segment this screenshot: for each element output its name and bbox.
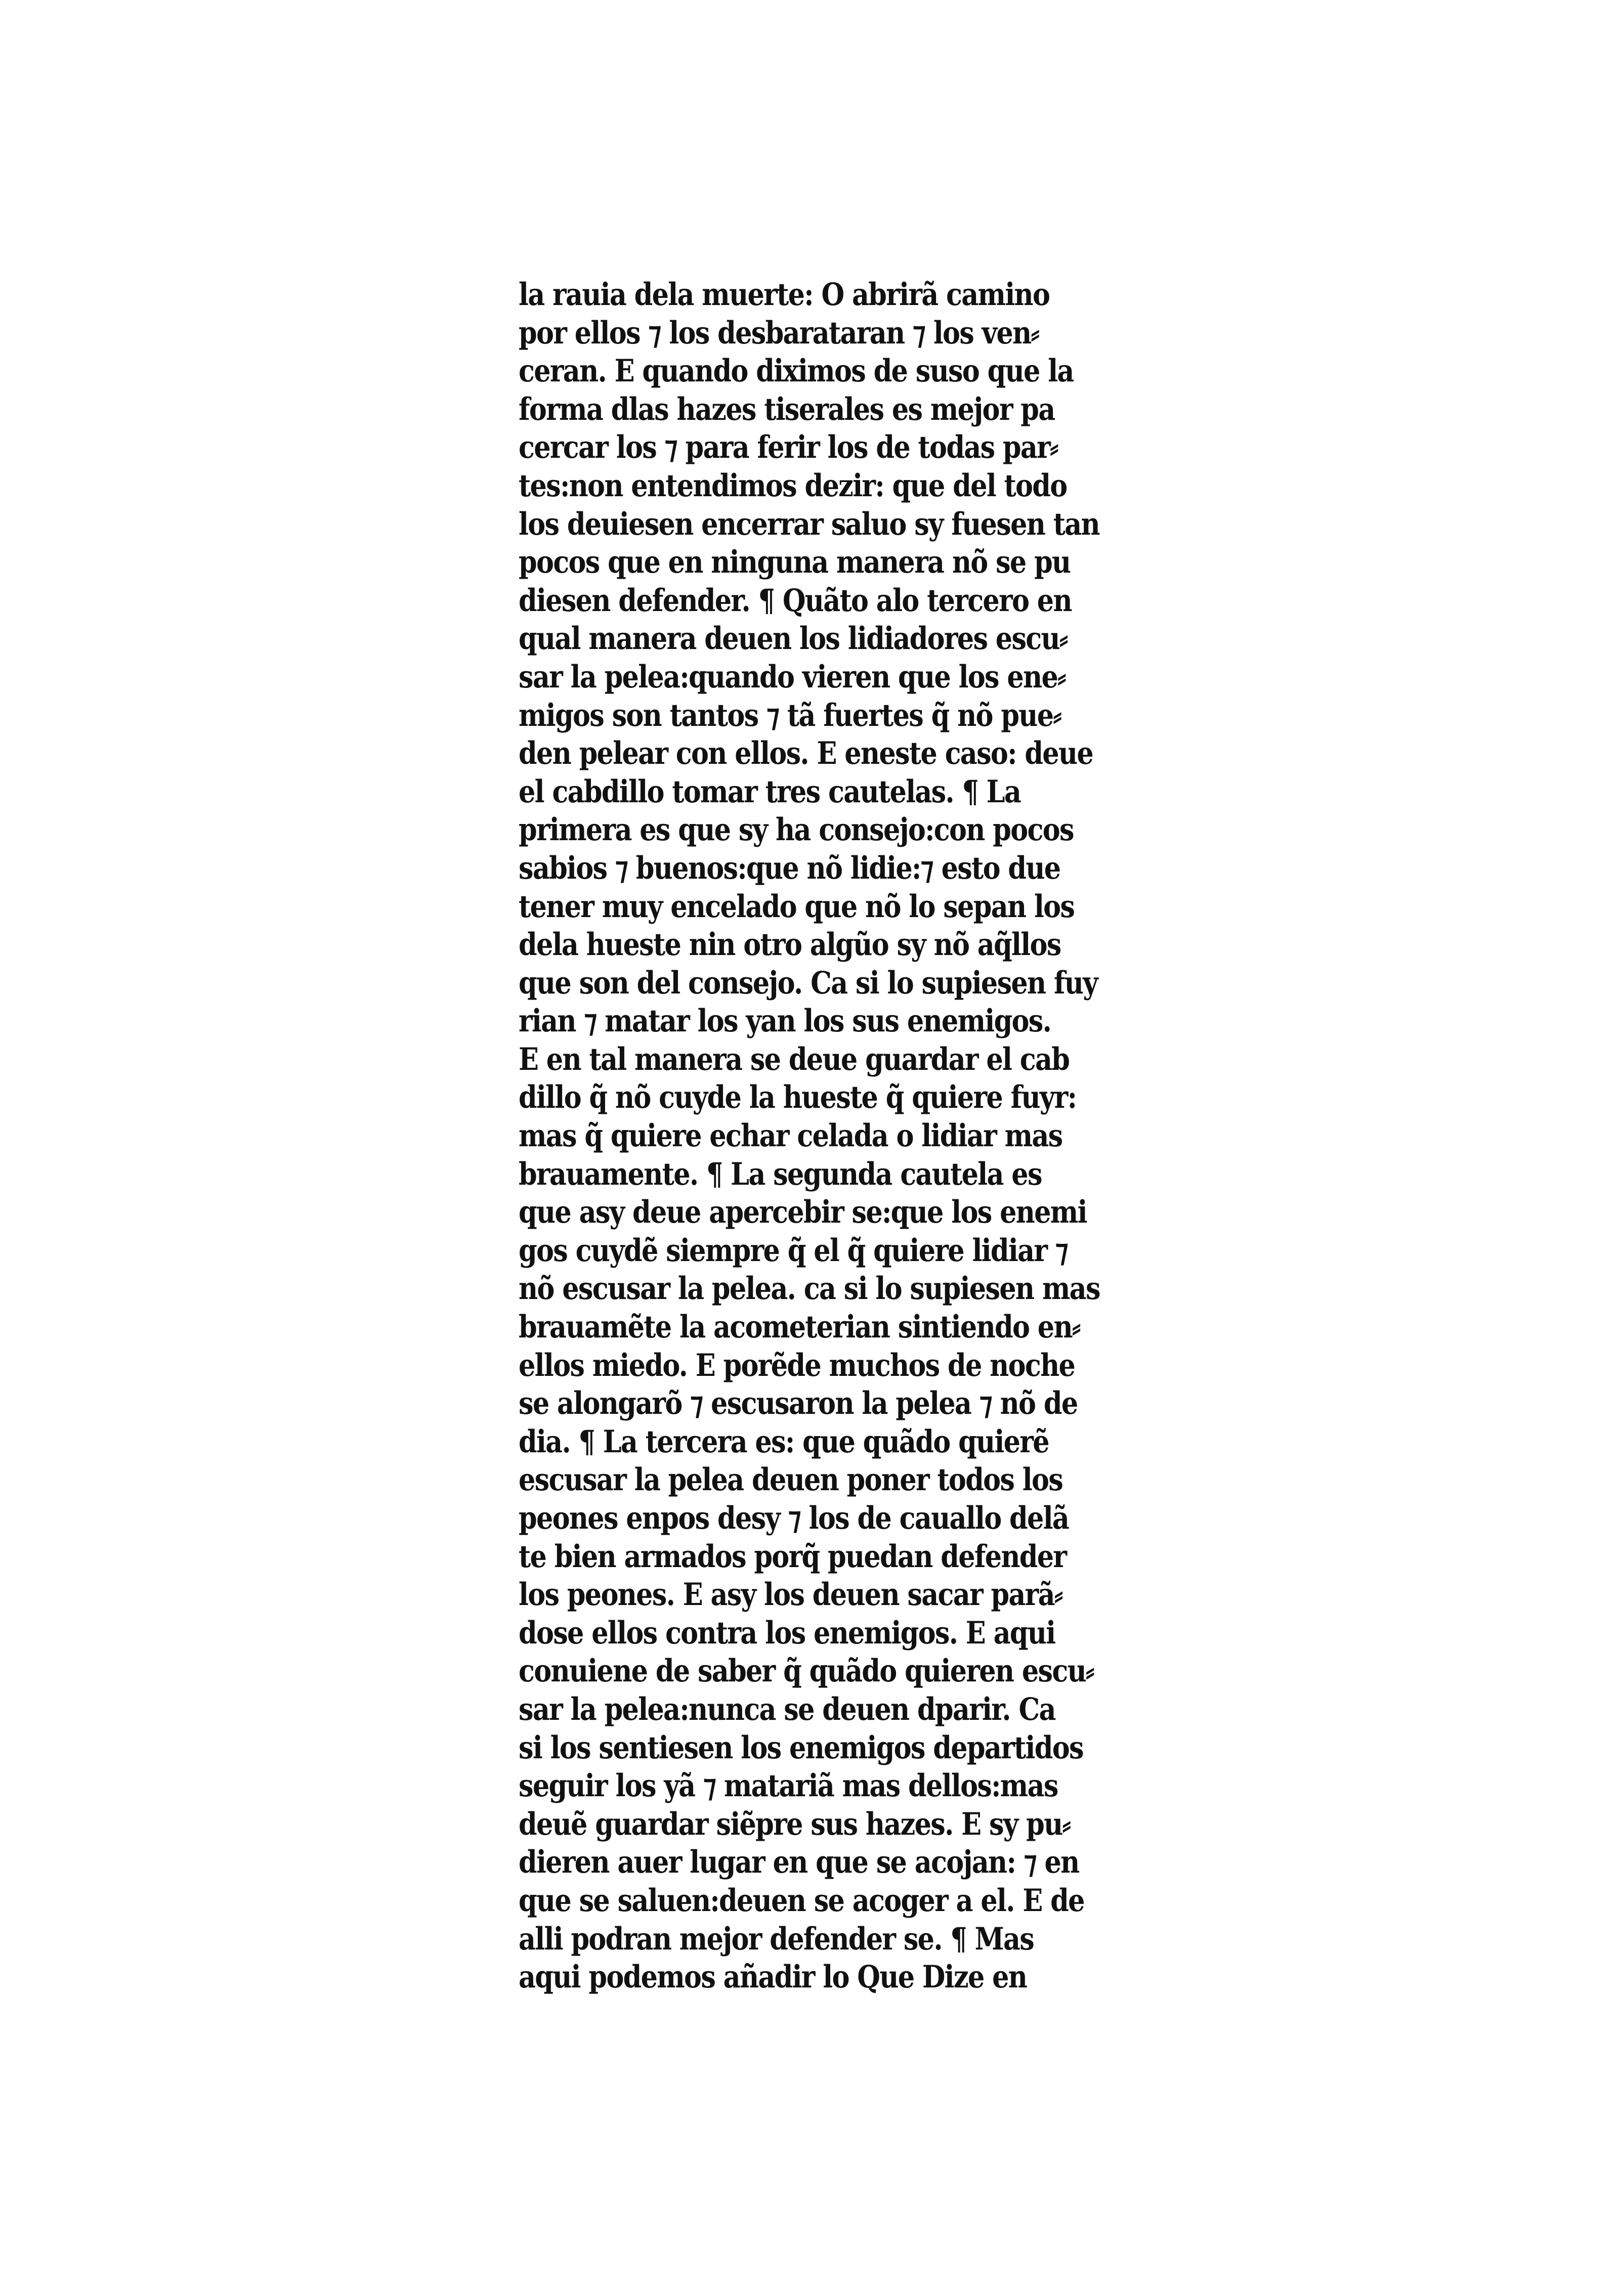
text-line: ceran. E quando diximos de suso que la (519, 353, 1074, 389)
text-line: deuẽ guardar siẽpre sus hazes. E sy pu⸗ (519, 1806, 1071, 1842)
text-line: los peones. E asy los deuen sacar parã⸗ (519, 1577, 1062, 1613)
text-line: dose ellos contra los enemigos. E aqui (519, 1615, 1055, 1651)
text-line: migos son tantos ⁊ tã fuertes q̃ nõ pue⸗ (519, 697, 1061, 733)
text-line: si los sentiesen los enemigos departidos (519, 1729, 1083, 1766)
text-line: qual manera deuen los lidiadores escu⸗ (519, 621, 1068, 657)
text-line: primera es que sy ha consejo:con pocos (519, 812, 1074, 848)
text-column (519, 276, 1126, 1997)
text-line: diesen defender. ¶ Quãto alo tercero en (519, 582, 1072, 619)
text-line: conuiene de saber q̃ quãdo quieren escu⸗ (519, 1653, 1094, 1689)
text-line: nõ escusar la pelea. ca si lo supiesen mas (519, 1271, 1100, 1307)
text-line: cercar los ⁊ para ferir los de todas par⸗ (519, 429, 1058, 466)
text-line: que son del consejo. Ca si lo supiesen fuy (519, 965, 1098, 1001)
text-line: mas q̃ quiere echar celada o lidiar mas (519, 1118, 1062, 1154)
text-line: la rauia dela muerte: O abrirã camino (519, 277, 1050, 313)
text-line: alli podran mejor defender se. ¶ Mas (519, 1921, 1034, 1957)
text-line: sar la pelea:quando vieren que los ene⸗ (519, 659, 1066, 695)
text-line: E en tal manera se deue guardar el cab (519, 1041, 1070, 1077)
text-line: escusar la pelea deuen poner todos los (519, 1462, 1063, 1498)
text-line: pocos que en ninguna manera nõ se pu (519, 544, 1071, 581)
text-line: dillo q̃ nõ cuyde la hueste q̃ quiere fuyr: (519, 1079, 1077, 1116)
text-line: el cabdillo tomar tres cautelas. ¶ La (519, 773, 1021, 810)
text-line: sar la pelea:nunca se deuen dparir. Ca (519, 1691, 1055, 1727)
text-line: dieren auer lugar en que se acojan: ⁊ en (519, 1844, 1079, 1881)
text-line: los deuiesen encerrar saluo sy fuesen tan (519, 506, 1099, 542)
text-line: te bien armados porq̃ puedan defender (519, 1538, 1067, 1575)
text-line: brauamẽte la acometerian sintiendo en⸗ (519, 1309, 1080, 1346)
text-line: tener muy encelado que nõ lo sepan los (519, 888, 1075, 925)
text-line: ellos miedo. E porẽde muchos de noche (519, 1347, 1075, 1383)
text-line: que se saluen:deuen se acoger a el. E de (519, 1882, 1084, 1919)
text-line: forma dlas hazes tiserales es mejor pa (519, 391, 1055, 427)
text-line: brauamente. ¶ La segunda cautela es (519, 1156, 1042, 1192)
text-line: aqui podemos añadir lo Que Dize en (519, 1959, 1027, 1996)
text-line: peones enpos desy ⁊ los de cauallo delã (519, 1500, 1069, 1536)
text-line: sabios ⁊ buenos:que nõ lidie:⁊ esto due (519, 850, 1060, 886)
text-line: por ellos ⁊ los desbarataran ⁊ los ven⸗ (519, 315, 1039, 351)
text-line: rian ⁊ matar los yan los sus enemigos. (519, 1003, 1051, 1039)
text-line: tes:non entendimos dezir: que del todo (519, 467, 1067, 504)
text-line: gos cuydẽ siempre q̃ el q̃ quiere lidiar ⁊ (519, 1232, 1068, 1269)
text-line: se alongarõ ⁊ escusaron la pelea ⁊ nõ de (519, 1385, 1078, 1422)
text-line: que asy deue apercebir se:que los enemi (519, 1194, 1087, 1231)
text-line: dela hueste nin otro algũo sy nõ aq̃llos (519, 927, 1061, 963)
text-line: seguir los yã ⁊ matariã mas dellos:mas (519, 1768, 1058, 1804)
text-line: dia. ¶ La tercera es: que quãdo quierẽ (519, 1423, 1049, 1460)
text-line: den pelear con ellos. E eneste caso: deue (519, 735, 1093, 772)
